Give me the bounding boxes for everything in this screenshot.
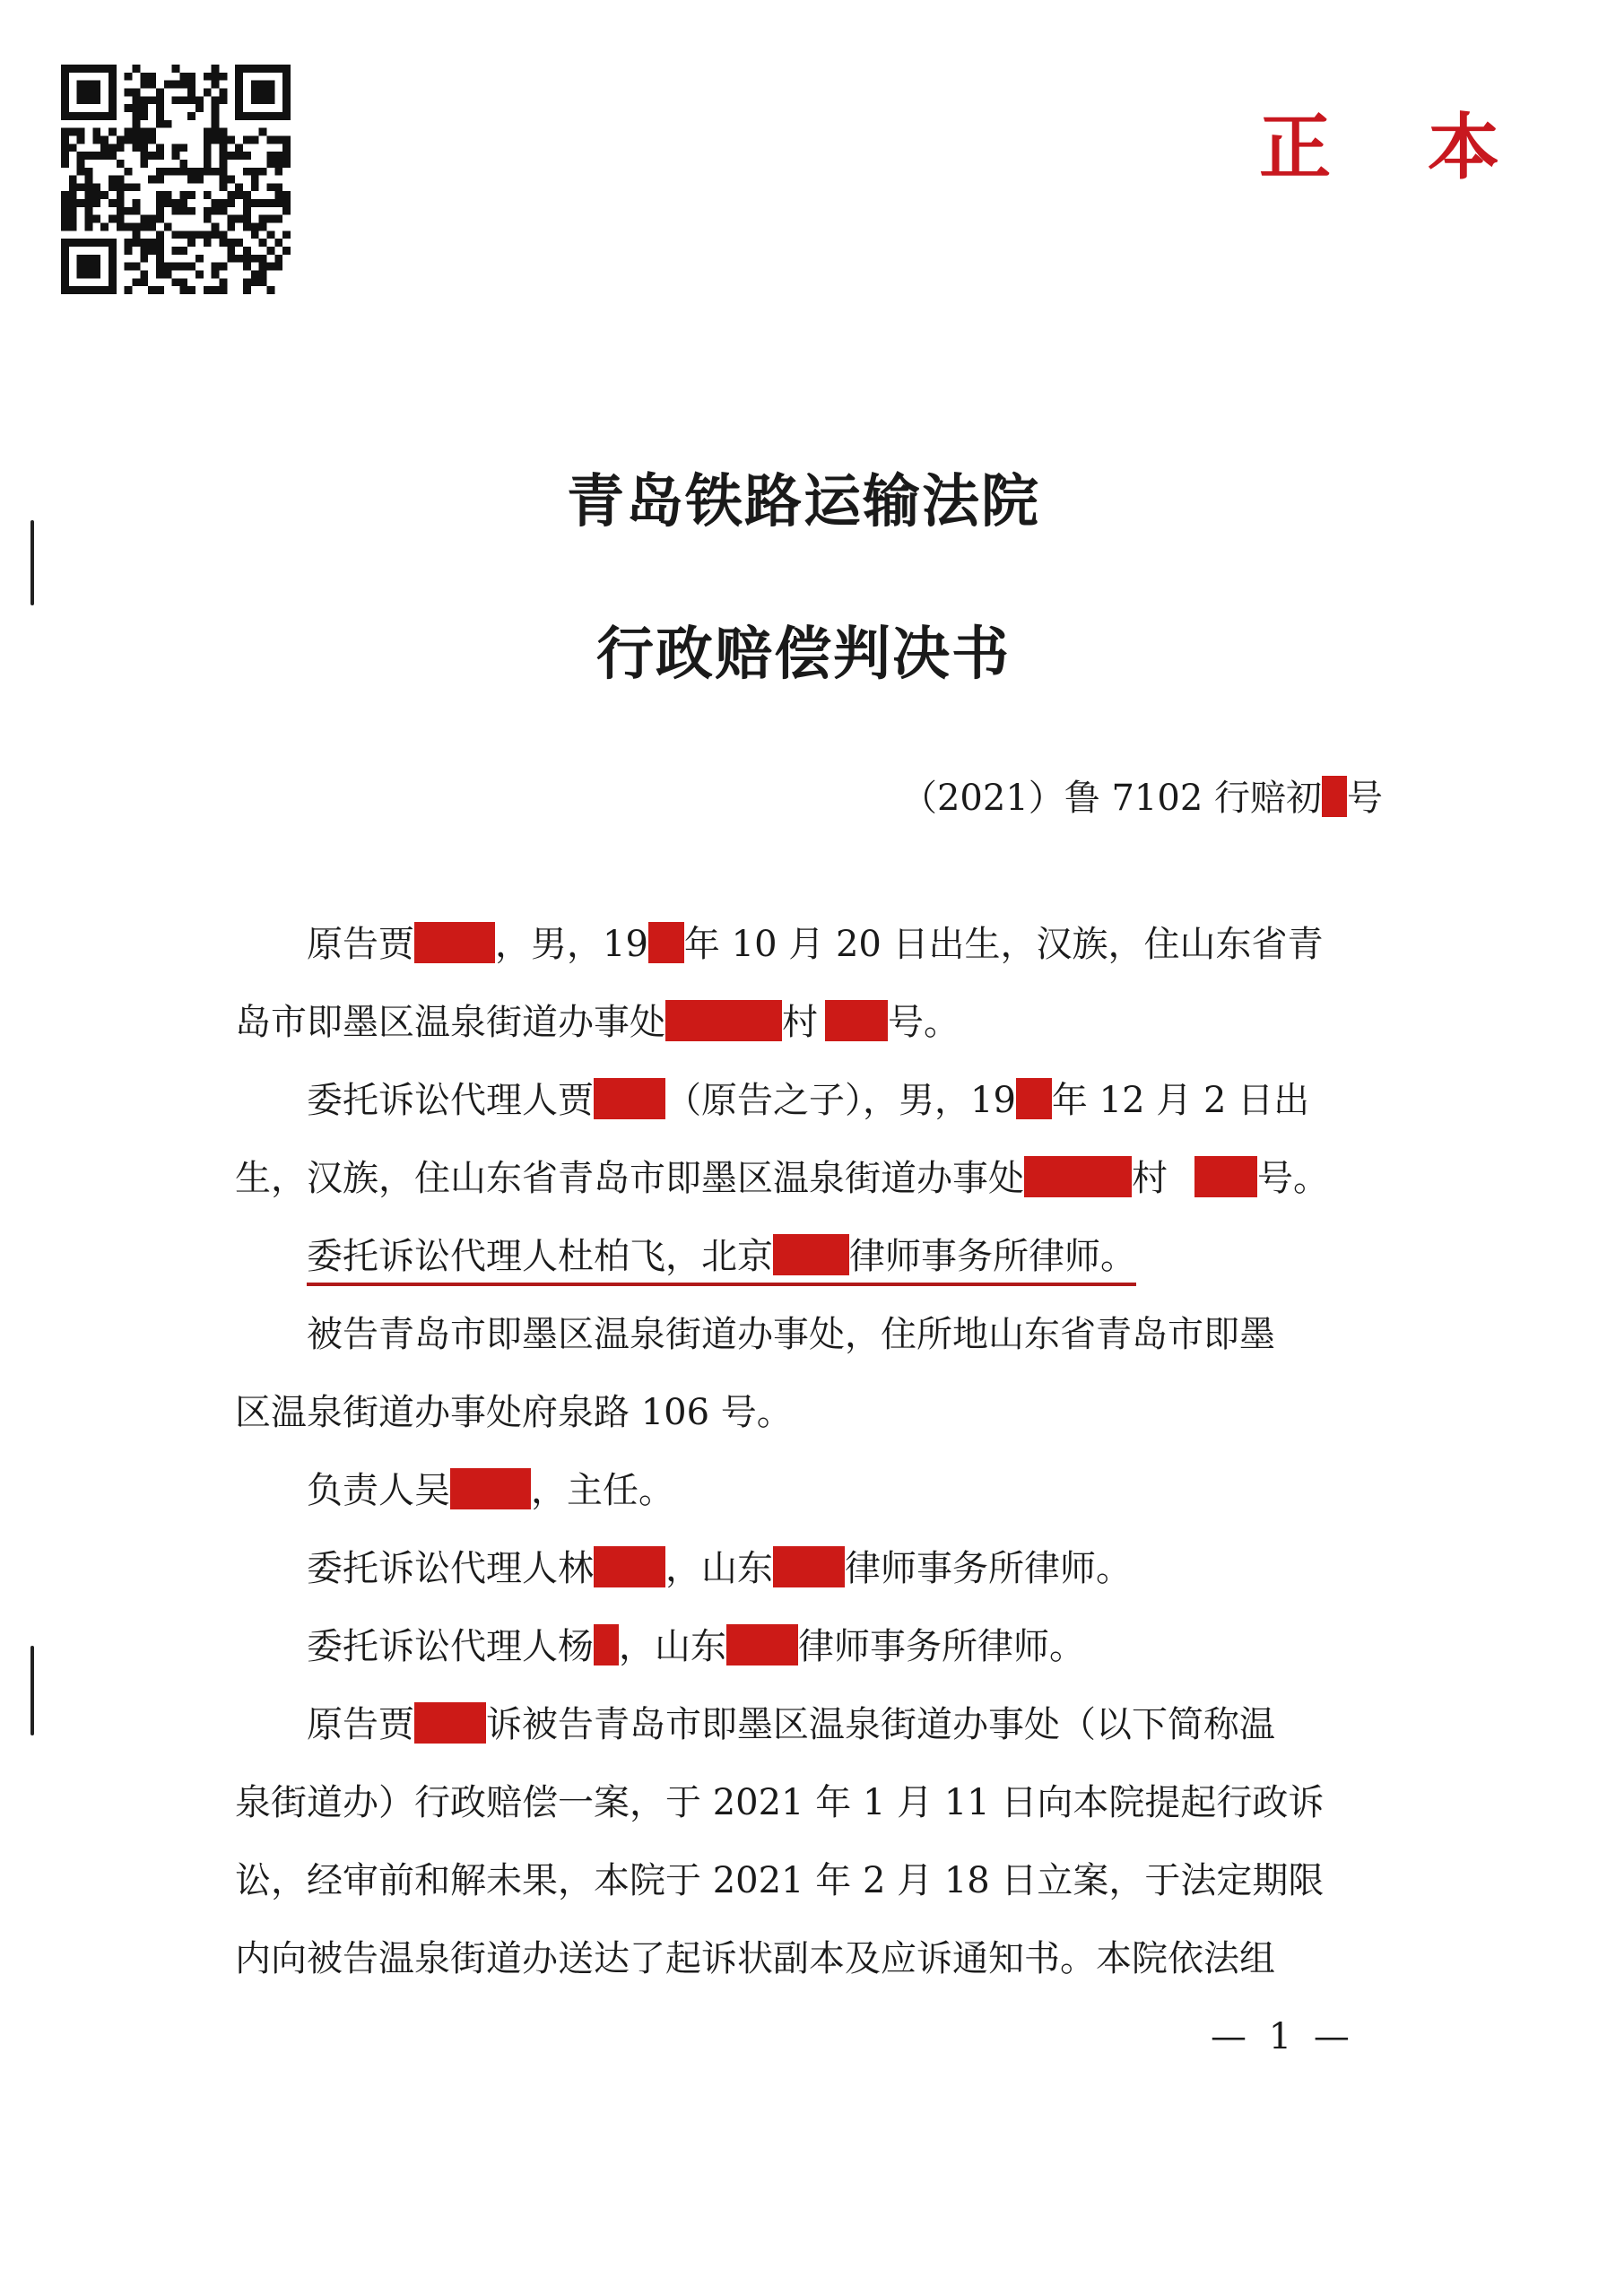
redaction [825,1000,888,1041]
text-run: ，主任。 [531,1470,674,1511]
document-title: 行政赔偿判决书 [596,622,1011,688]
defendant-agent-paragraph-1 [235,1530,1383,1608]
redaction [414,922,495,963]
lawyer-agent-paragraph [235,1218,1383,1296]
plaintiff-paragraph [235,906,1383,1062]
case-number-text: （2021）鲁 7102 行赔初 [900,778,1322,819]
text-run: （原告之子），男，19 [665,1080,1016,1121]
text-run: 岛市即墨区温泉街道办事处 [235,1002,665,1043]
text-run: 村 [782,1002,818,1043]
defendant-agent-paragraph-2 [235,1608,1383,1686]
text-run: 原告贾 [307,1704,414,1745]
responsible-person-paragraph [235,1452,1383,1530]
underlined-text [307,1236,1136,1286]
text-run: 生，汉族，住山东省青岛市即墨区温泉街道办事处 [235,1158,1024,1199]
plaintiff-agent-paragraph [235,1062,1383,1218]
text-run: 委托诉讼代理人杜柏飞，北京 [307,1236,773,1277]
binding-mark [30,1646,34,1735]
redaction [1322,776,1347,817]
text-run: 诉被告青岛市即墨区温泉街道办事处（以下简称温 [486,1704,1275,1745]
qr-code-image [61,65,291,294]
case-number [901,770,1383,821]
text-run: ，山东 [619,1626,726,1667]
text-run: 泉街道办）行政赔偿一案，于 2021 年 1 月 11 日向本院提起行政诉 [235,1782,1325,1823]
text-run: 律师事务所律师。 [845,1548,1132,1589]
text-run: 村 [1132,1158,1168,1199]
redaction [414,1702,486,1744]
redaction [648,922,684,963]
redaction [450,1468,531,1509]
redaction [773,1234,849,1275]
text-run: ，山东 [665,1548,773,1589]
original-copy-stamp: 正 本 [1259,106,1535,189]
redaction [726,1624,798,1665]
text-run: 负责人吴 [307,1470,450,1511]
text-run: 被告青岛市即墨区温泉街道办事处，住所地山东省青岛市即墨 [307,1314,1275,1355]
text-run: 原告贾 [307,924,414,965]
redaction [594,1546,665,1587]
redaction [594,1624,619,1665]
defendant-paragraph [235,1296,1383,1452]
text-run: 号。 [888,1002,960,1043]
redaction [1194,1156,1257,1197]
text-run: 内向被告温泉街道办送达了起诉状副本及应诉通知书。本院依法组 [235,1938,1275,1979]
text-run: 律师事务所律师。 [849,1236,1136,1277]
redaction [594,1078,665,1119]
redaction [1016,1078,1052,1119]
case-summary-paragraph [235,1686,1383,1998]
text-run: 讼，经审前和解未果，本院于 2021 年 2 月 18 日立案，于法定期限 [235,1860,1325,1901]
text-run: 区温泉街道办事处府泉路 106 号。 [235,1392,793,1433]
case-number-suffix: 号 [1347,778,1383,819]
text-run: 年 10 月 20 日出生，汉族，住山东省青 [683,924,1324,965]
text-run: 律师事务所律师。 [798,1626,1085,1667]
text-run: 号。 [1257,1158,1329,1199]
text-run: 委托诉讼代理人贾 [307,1080,594,1121]
court-name: 青岛铁路运输法院 [567,469,1040,535]
text-run: 年 12 月 2 日出 [1051,1080,1310,1121]
page-number: — 1 — [1211,2016,1355,2057]
redaction [1024,1156,1132,1197]
redaction [773,1546,845,1587]
text-run: 委托诉讼代理人林 [307,1548,594,1589]
text-run: ，男，19 [495,924,648,965]
text-run: 委托诉讼代理人杨 [307,1626,594,1667]
redaction [665,1000,782,1041]
